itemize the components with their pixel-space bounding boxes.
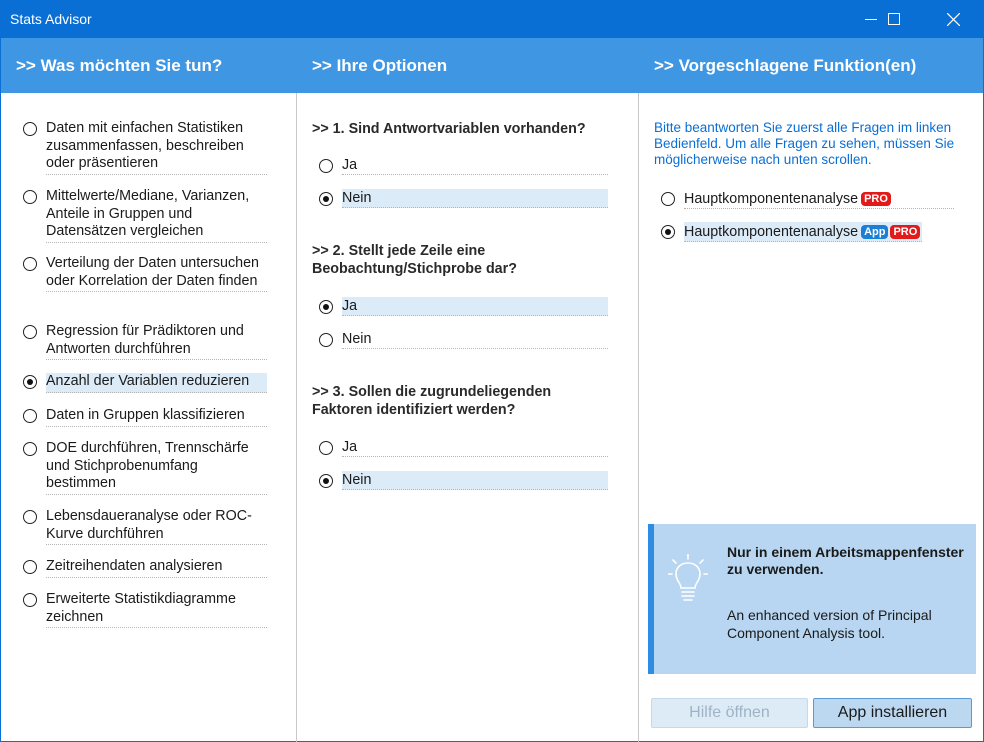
task-option[interactable] (23, 558, 267, 578)
close-icon (947, 13, 960, 26)
function-label (684, 189, 954, 209)
task-option-label: Mittelwerte/Mediane, Varianzen, Anteile in Gruppen und Datensätzen vergleichen (46, 188, 267, 243)
radio-button[interactable] (23, 510, 37, 524)
task-option[interactable] (23, 508, 267, 545)
radio-button[interactable] (23, 409, 37, 423)
app-badge: App (861, 225, 888, 239)
function-name: Hauptkomponentenanalyse (684, 224, 859, 240)
answer-option-selected[interactable] (319, 297, 608, 317)
suggestions-panel-heading: >> Vorgeschlagene Funktion(en) (639, 38, 983, 93)
title-bar (0, 0, 984, 38)
answer-label: Nein (342, 189, 608, 208)
install-app-button[interactable]: App installieren (813, 698, 972, 728)
suggestions-panel (639, 38, 983, 742)
answer-option[interactable] (319, 156, 608, 176)
question-2: >> 2. Stellt jede Zeile eine Beobachtung/Stichprobe dar? (312, 243, 517, 277)
task-option-label: Verteilung der Daten untersuchen oder Korrelation der Daten finden (46, 255, 267, 292)
radio-button[interactable] (319, 333, 333, 347)
options-panel-heading: >> Ihre Optionen (297, 38, 639, 93)
radio-button[interactable] (23, 190, 37, 204)
function-name: Hauptkomponentenanalyse (684, 191, 859, 207)
radio-button[interactable] (319, 159, 333, 173)
function-option-selected[interactable] (661, 222, 961, 243)
radio-button[interactable] (23, 122, 37, 136)
task-option[interactable] (23, 323, 267, 360)
question-3: >> 3. Sollen die zugrundeliegenden Faktoren identifiziert werden? (312, 384, 552, 418)
radio-button[interactable] (23, 560, 37, 574)
radio-button[interactable] (23, 442, 37, 456)
function-option[interactable] (661, 189, 961, 210)
pro-badge: PRO (861, 192, 891, 206)
task-option-selected[interactable] (23, 373, 267, 393)
question-1: >> 1. Sind Antwortvariablen vorhanden? (312, 121, 586, 137)
radio-button-checked[interactable] (23, 375, 37, 389)
close-button[interactable] (930, 0, 976, 38)
radio-button[interactable] (661, 192, 675, 206)
answer-option[interactable] (319, 330, 608, 350)
task-option-label: Daten in Gruppen klassifizieren (46, 407, 267, 427)
help-button[interactable]: Hilfe öffnen (651, 698, 808, 728)
task-option[interactable] (23, 407, 267, 427)
window-title: Stats Advisor (10, 11, 92, 27)
task-option[interactable] (23, 188, 267, 243)
task-option-label: Daten mit einfachen Statistiken zusammenfassen, beschreiben oder präsentieren (46, 120, 267, 175)
answer-option[interactable] (319, 438, 608, 458)
options-panel (297, 38, 639, 742)
pro-badge: PRO (890, 225, 920, 239)
task-option[interactable] (23, 255, 267, 292)
answer-label: Ja (342, 297, 608, 316)
radio-button-checked[interactable] (319, 474, 333, 488)
answer-label: Ja (342, 156, 608, 175)
task-option[interactable] (23, 120, 267, 175)
task-option-label: DOE durchführen, Trennschärfe und Stichprobenumfang bestimmen (46, 440, 267, 495)
maximize-icon (888, 13, 900, 25)
task-option-label: Zeitreihendaten analysieren (46, 558, 267, 578)
answer-label: Ja (342, 438, 608, 457)
answer-label: Nein (342, 471, 608, 490)
task-option[interactable] (23, 591, 267, 628)
radio-button[interactable] (23, 593, 37, 607)
answer-label: Nein (342, 330, 608, 349)
instruction-text: Bitte beantworten Sie zuerst alle Fragen im linken Bedienfeld. Um alle Fragen zu sehen, müssen Sie möglicherweise nach unten scrollen. (654, 120, 955, 167)
task-option-label: Anzahl der Variablen reduzieren (46, 373, 267, 393)
info-title: Nur in einem Arbeitsmappenfenster zu verwenden. (727, 544, 964, 577)
answer-option-selected[interactable] (319, 189, 608, 209)
task-option-label: Erweiterte Statistikdiagramme zeichnen (46, 591, 267, 628)
info-description: An enhanced version of Principal Component Analysis tool. (727, 607, 932, 641)
radio-button-checked[interactable] (661, 225, 675, 239)
answer-option-selected[interactable] (319, 471, 608, 491)
task-option-label: Regression für Prädiktoren und Antworten durchführen (46, 323, 267, 360)
task-option-label: Lebensdaueranalyse oder ROC-Kurve durchführen (46, 508, 267, 545)
radio-button-checked[interactable] (319, 300, 333, 314)
radio-button-checked[interactable] (319, 192, 333, 206)
radio-button[interactable] (23, 257, 37, 271)
function-label (684, 222, 922, 242)
radio-button[interactable] (23, 325, 37, 339)
task-option[interactable] (23, 440, 267, 495)
lightbulb-icon (668, 554, 708, 606)
task-panel (1, 38, 297, 742)
info-box (648, 524, 976, 674)
maximize-button[interactable] (871, 0, 917, 38)
task-panel-heading: >> Was möchten Sie tun? (1, 38, 297, 93)
radio-button[interactable] (319, 441, 333, 455)
